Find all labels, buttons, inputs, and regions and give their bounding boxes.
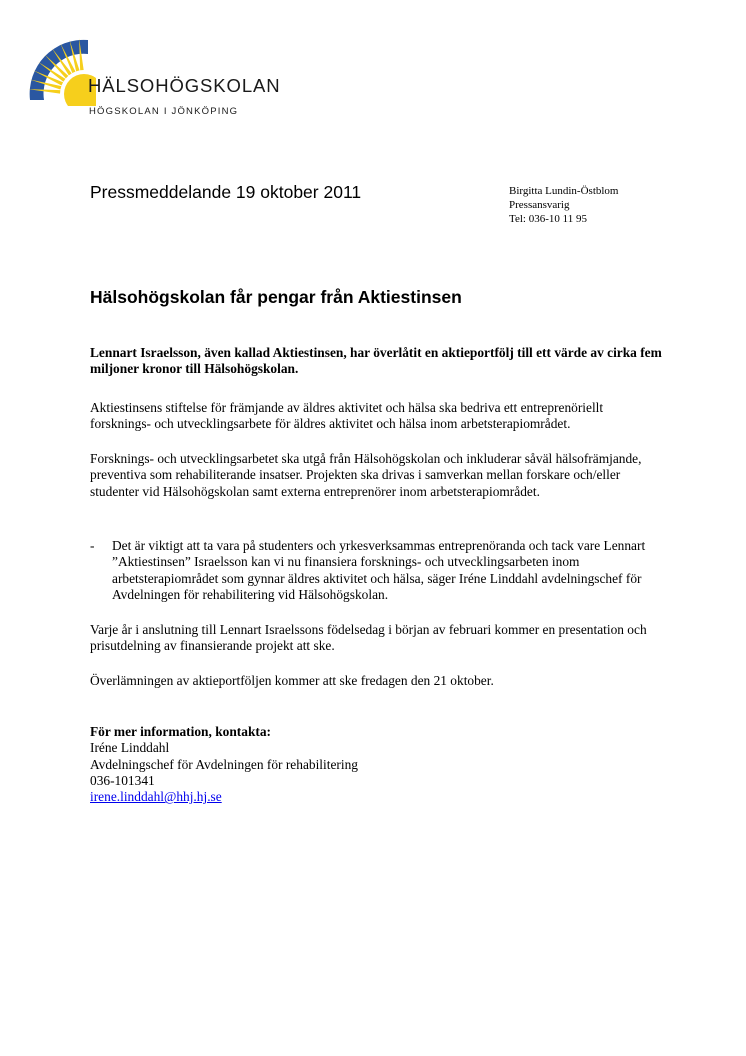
contact-name: Iréne Linddahl — [90, 740, 170, 756]
article-paragraph: Aktiestinsens stiftelse för främjande av äldres aktivitet och hälsa ska bedriva ett entreprenöriellt forsknings- och utvecklingsarbete för äldres aktivitet och hälsa inom arbetsterapiområdet. — [90, 400, 604, 432]
press-contact — [509, 184, 619, 226]
article-headline: Hälsohögskolan får pengar från Aktiestinsen — [90, 287, 462, 307]
press-contact-name: Birgitta Lundin-Östblom — [509, 185, 619, 197]
contact-phone: 036-101341 — [90, 772, 155, 788]
article-ingress: Lennart Israelsson, även kallad Aktiestinsen, har överlåtit en aktieportfölj till ett värde av cirka fem miljoner kronor till Hälsohögskolan. — [90, 345, 662, 377]
press-contact-phone: Tel: 036-10 11 95 — [509, 213, 587, 225]
press-contact-role: Pressansvarig — [509, 199, 570, 211]
contact-title: Avdelningschef för Avdelningen för rehabilitering — [90, 756, 358, 772]
contact-email-link[interactable]: irene.linddahl@hhj.hj.se — [90, 789, 222, 805]
organization-subtitle: HÖGSKOLAN I JÖNKÖPING — [89, 106, 239, 117]
article-paragraph: Överlämningen av aktieportföljen kommer att ske fredagen den 21 oktober. — [90, 673, 494, 688]
sunburst-logo-icon — [26, 36, 96, 106]
article-paragraph: Forsknings- och utvecklingsarbetet ska utgå från Hälsohögskolan och inkluderar såväl hälsofrämjande, preventiva som rehabiliterande insatser. Projekten ska drivas i samverkan mellan forskare och/eller studenter vid Hälsohögskolan samt externa entreprenörer inom arbetsterapiområdet. — [90, 451, 642, 499]
quote-dash: - — [90, 538, 95, 553]
organization-name: HÄLSOHÖGSKOLAN — [88, 75, 281, 96]
more-info-heading: För mer information, kontakta: — [90, 724, 272, 739]
article-quote: Det är viktigt att ta vara på studenters och yrkesverksammas entreprenöranda och tack vare Lennart ”Aktiestinsen” Israelsson kan vi nu finansiera forsknings- och utvecklingsarbeten inom arbetsterapiområdet som gynnar äldres aktivitet och hälsa, säger Iréne Linddahl avdelningschef för Avdelningen för rehabilitering vid Hälsohögskolan. — [112, 538, 646, 602]
article-paragraph: Varje år i anslutning till Lennart Israelssons födelsedag i början av februari kommer en presentation och prisutdelning av finansierande projekt att ske. — [90, 622, 647, 654]
press-release-date: Pressmeddelande 19 oktober 2011 — [90, 182, 362, 202]
more-info-section — [90, 724, 358, 805]
